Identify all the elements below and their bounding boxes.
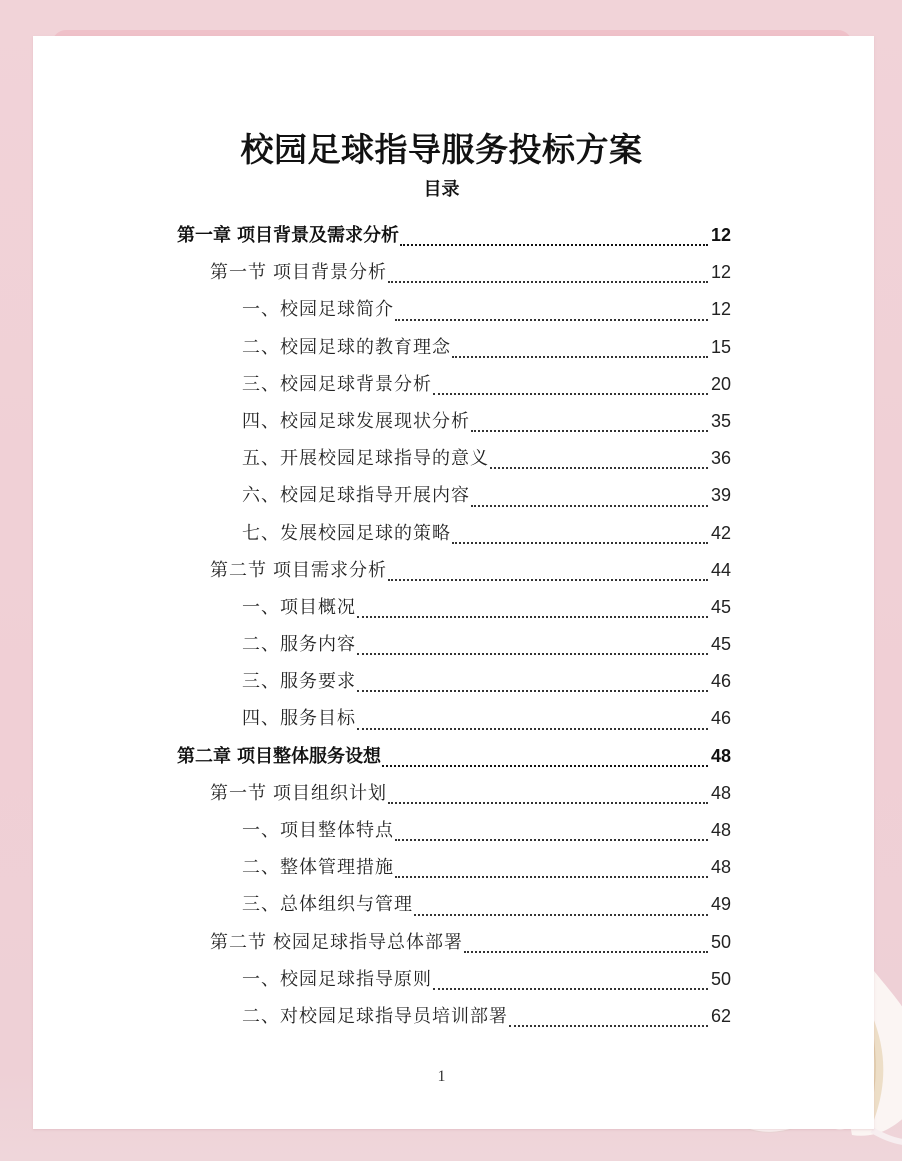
table-of-contents xyxy=(177,222,731,1040)
toc-entry-page: 42 xyxy=(710,522,731,543)
toc-entry-title: 校园足球发展现状分析 xyxy=(280,410,470,432)
toc-entry-page: 44 xyxy=(710,559,731,580)
dot-leader xyxy=(464,951,708,953)
toc-entry-title: 校园足球简介 xyxy=(280,299,394,321)
toc-entry-page: 48 xyxy=(710,857,731,878)
toc-entry-prefix: 三、 xyxy=(242,671,280,693)
dot-leader xyxy=(414,914,708,916)
dot-leader xyxy=(357,690,708,692)
toc-entry-chapter[interactable] xyxy=(177,222,731,259)
toc-entry-title: 对校园足球指导员培训部署 xyxy=(280,1005,508,1027)
document-page xyxy=(33,36,874,1129)
toc-entry-page: 48 xyxy=(710,745,731,766)
page-number: 1 xyxy=(437,1068,446,1085)
toc-entry-prefix: 四、 xyxy=(242,410,280,432)
toc-entry-page: 12 xyxy=(710,262,731,283)
toc-entry-title: 校园足球指导开展内容 xyxy=(280,485,470,507)
toc-entry-prefix: 第二节 xyxy=(210,559,267,581)
toc-entry-title: 校园足球的教育理念 xyxy=(280,336,451,358)
toc-entry-subsection[interactable] xyxy=(177,594,731,631)
toc-entry-page: 50 xyxy=(710,931,731,952)
toc-heading: 目录 xyxy=(423,179,460,200)
toc-entry-title: 项目整体服务设想 xyxy=(237,745,381,767)
toc-entry-subsection[interactable] xyxy=(177,371,731,408)
toc-entry-prefix: 一、 xyxy=(242,968,280,990)
toc-entry-subsection[interactable] xyxy=(177,520,731,557)
toc-entry-section[interactable] xyxy=(177,259,731,296)
toc-entry-prefix: 一、 xyxy=(242,596,280,618)
toc-entry-prefix: 第一节 xyxy=(210,262,267,284)
toc-entry-page: 12 xyxy=(710,299,731,320)
dot-leader xyxy=(433,393,708,395)
toc-entry-page: 35 xyxy=(710,410,731,431)
dot-leader xyxy=(395,319,708,321)
toc-entry-prefix: 二、 xyxy=(242,857,280,879)
toc-entry-page: 46 xyxy=(710,671,731,692)
toc-entry-prefix: 二、 xyxy=(242,634,280,656)
toc-entry-section[interactable] xyxy=(177,929,731,966)
toc-entry-prefix: 三、 xyxy=(242,894,280,916)
toc-entry-page: 45 xyxy=(710,634,731,655)
toc-entry-title: 开展校园足球指导的意义 xyxy=(280,448,489,470)
toc-entry-title: 服务内容 xyxy=(280,634,356,656)
toc-entry-page: 12 xyxy=(710,225,731,245)
toc-entry-subsection[interactable] xyxy=(177,482,731,519)
toc-entry-page: 50 xyxy=(710,968,731,989)
dot-leader xyxy=(452,542,708,544)
toc-entry-page: 49 xyxy=(710,894,731,915)
toc-entry-title: 校园足球指导总体部署 xyxy=(273,931,463,953)
toc-entry-page: 45 xyxy=(710,596,731,617)
dot-leader xyxy=(388,802,708,804)
toc-entry-title: 总体组织与管理 xyxy=(280,894,413,916)
toc-entry-title: 项目整体特点 xyxy=(280,820,394,841)
toc-entry-prefix: 二、 xyxy=(242,336,280,358)
toc-entry-prefix: 五、 xyxy=(242,448,280,470)
toc-entry-prefix: 三、 xyxy=(242,373,280,395)
dot-leader xyxy=(509,1025,708,1027)
toc-entry-prefix: 六、 xyxy=(242,485,280,507)
toc-entry-title: 校园足球指导原则 xyxy=(280,968,432,990)
toc-entry-prefix: 第二节 xyxy=(210,931,267,953)
dot-leader xyxy=(357,616,708,618)
toc-entry-page: 62 xyxy=(710,1005,731,1026)
toc-entry-prefix: 第一章 xyxy=(177,225,231,246)
toc-entry-prefix: 第一节 xyxy=(210,782,267,804)
toc-entry-section[interactable] xyxy=(177,780,731,817)
toc-entry-page: 39 xyxy=(710,485,731,506)
toc-entry-prefix: 一、 xyxy=(242,820,280,841)
toc-entry-prefix: 一、 xyxy=(242,299,280,321)
dot-leader xyxy=(357,653,708,655)
toc-entry-subsection[interactable] xyxy=(177,334,731,371)
toc-entry-subsection[interactable] xyxy=(177,1003,731,1040)
dot-leader xyxy=(388,579,708,581)
toc-entry-title: 项目背景分析 xyxy=(273,262,387,284)
toc-entry-subsection[interactable] xyxy=(177,854,731,891)
toc-entry-page: 20 xyxy=(710,373,731,394)
toc-entry-title: 项目需求分析 xyxy=(273,559,387,581)
dot-leader xyxy=(382,765,708,767)
toc-entry-title: 服务目标 xyxy=(280,708,356,730)
toc-entry-prefix: 四、 xyxy=(242,708,280,730)
toc-entry-prefix: 第二章 xyxy=(177,745,231,767)
toc-entry-title: 发展校园足球的策略 xyxy=(280,522,451,544)
dot-leader xyxy=(490,467,708,469)
dot-leader xyxy=(388,281,708,283)
toc-entry-subsection[interactable] xyxy=(177,705,731,742)
toc-entry-subsection[interactable] xyxy=(177,631,731,668)
toc-entry-page: 46 xyxy=(710,708,731,729)
dot-leader xyxy=(452,356,708,358)
document-title: 校园足球指导服务投标方案 xyxy=(240,130,643,169)
toc-entry-prefix: 二、 xyxy=(242,1005,280,1027)
toc-entry-prefix: 七、 xyxy=(242,522,280,544)
toc-entry-title: 服务要求 xyxy=(280,671,356,693)
toc-entry-subsection[interactable] xyxy=(177,408,731,445)
dot-leader xyxy=(400,244,708,246)
toc-entry-section[interactable] xyxy=(177,557,731,594)
toc-entry-subsection[interactable] xyxy=(177,296,731,333)
dot-leader xyxy=(395,876,708,878)
toc-entry-subsection[interactable] xyxy=(177,445,731,482)
dot-leader xyxy=(471,505,708,507)
dot-leader xyxy=(471,430,708,432)
toc-entry-page: 36 xyxy=(710,448,731,469)
toc-entry-chapter[interactable] xyxy=(177,743,731,780)
dot-leader xyxy=(395,839,708,841)
toc-entry-page: 15 xyxy=(710,336,731,357)
toc-entry-title: 项目背景及需求分析 xyxy=(237,225,399,246)
toc-entry-subsection[interactable] xyxy=(177,817,731,854)
toc-entry-subsection[interactable] xyxy=(177,891,731,928)
toc-entry-title: 项目组织计划 xyxy=(273,782,387,804)
toc-entry-title: 项目概况 xyxy=(280,596,356,618)
toc-entry-subsection[interactable] xyxy=(177,966,731,1003)
toc-entry-title: 整体管理措施 xyxy=(280,857,394,879)
toc-entry-subsection[interactable] xyxy=(177,668,731,705)
toc-entry-title: 校园足球背景分析 xyxy=(280,373,432,395)
toc-entry-page: 48 xyxy=(710,820,731,840)
dot-leader xyxy=(357,728,708,730)
toc-entry-page: 48 xyxy=(710,782,731,803)
dot-leader xyxy=(433,988,708,990)
